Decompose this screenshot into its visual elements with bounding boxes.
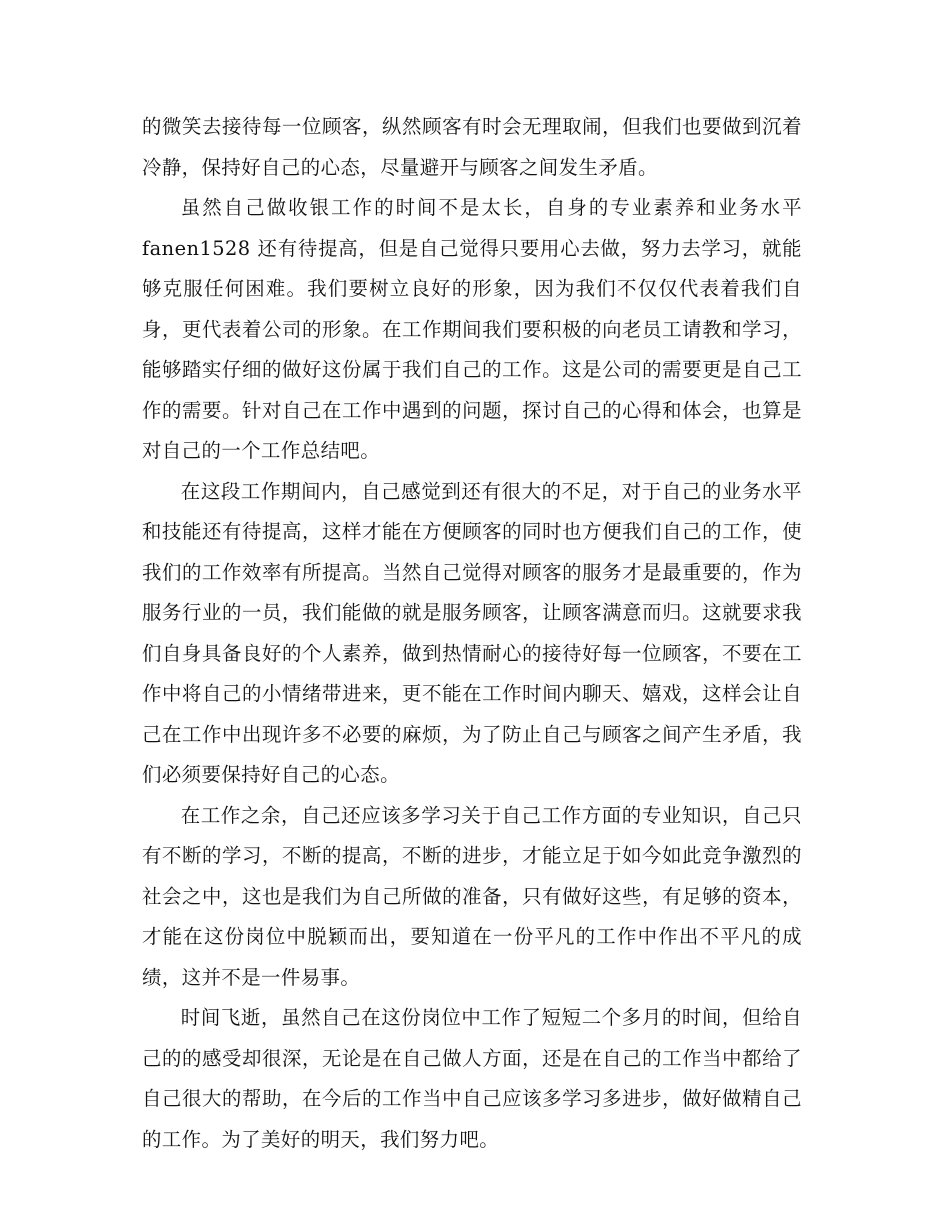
paragraph-1: 的微笑去接待每一位顾客，纵然顾客有时会无理取闹，但我们也要做到沉着冷静，保持好自己的心态，尽量避开与顾客之间发生矛盾。 [142, 115, 802, 179]
paragraph-5: 时间飞逝，虽然自己在这份岗位中工作了短短二个多月的时间，但给自己的的感受却很深，无论是在自己做人方面，还是在自己的工作当中都给了自己很大的帮助，在今后的工作当中自己应该多学习多进步，做好做精自己的工作。为了美好的明天，我们努力吧。 [142, 1006, 802, 1151]
paragraph-4: 在工作之余，自己还应该多学习关于自己工作方面的专业知识，自己只有不断的学习，不断的提高，不断的进步，才能立足于如今如此竞争激烈的社会之中，这也是我们为自己所做的准备，只有做好这些，有足够的资本，才能在这份岗位中脱颖而出，要知道在一份平凡的工作中作出不平凡的成绩，这并不是一件易事。 [142, 803, 802, 989]
paragraph-3: 在这段工作期间内，自己感觉到还有很大的不足，对于自己的业务水平和技能还有待提高，这样才能在方便顾客的同时也方便我们自己的工作，使我们的工作效率有所提高。当然自己觉得对顾客的服务才是最重要的，作为服务行业的一员，我们能做的就是服务顾客，让顾客满意而归。这就要求我们自身具备良好的个人素养，做到热情耐心的接待好每一位顾客，不要在工作中将自己的小情绪带进来，更不能在工作时间内聊天、嬉戏，这样会让自己在工作中出现许多不必要的麻烦，为了防止自己与顾客之间产生矛盾，我们必须要保持好自己的心态。 [142, 479, 802, 786]
paragraph-2: 虽然自己做收银工作的时间不是太长，自身的专业素养和业务水平 fanen1528 还有待提高，但是自己觉得只要用心去做，努力去学习，就能够克服任何困难。我们要树立良好的形象，因为我们不仅仅代表着我们自身，更代表着公司的形象。在工作期间我们要积极的向老员工请教和学习，能够踏实仔细的做好这份属于我们自己的工作。这是公司的需要更是自己工作的需要。针对自己在工作中遇到的问题，探讨自己的心得和体会，也算是对自己的一个工作总结吧。 [142, 196, 802, 462]
document-page [142, 107, 802, 1160]
